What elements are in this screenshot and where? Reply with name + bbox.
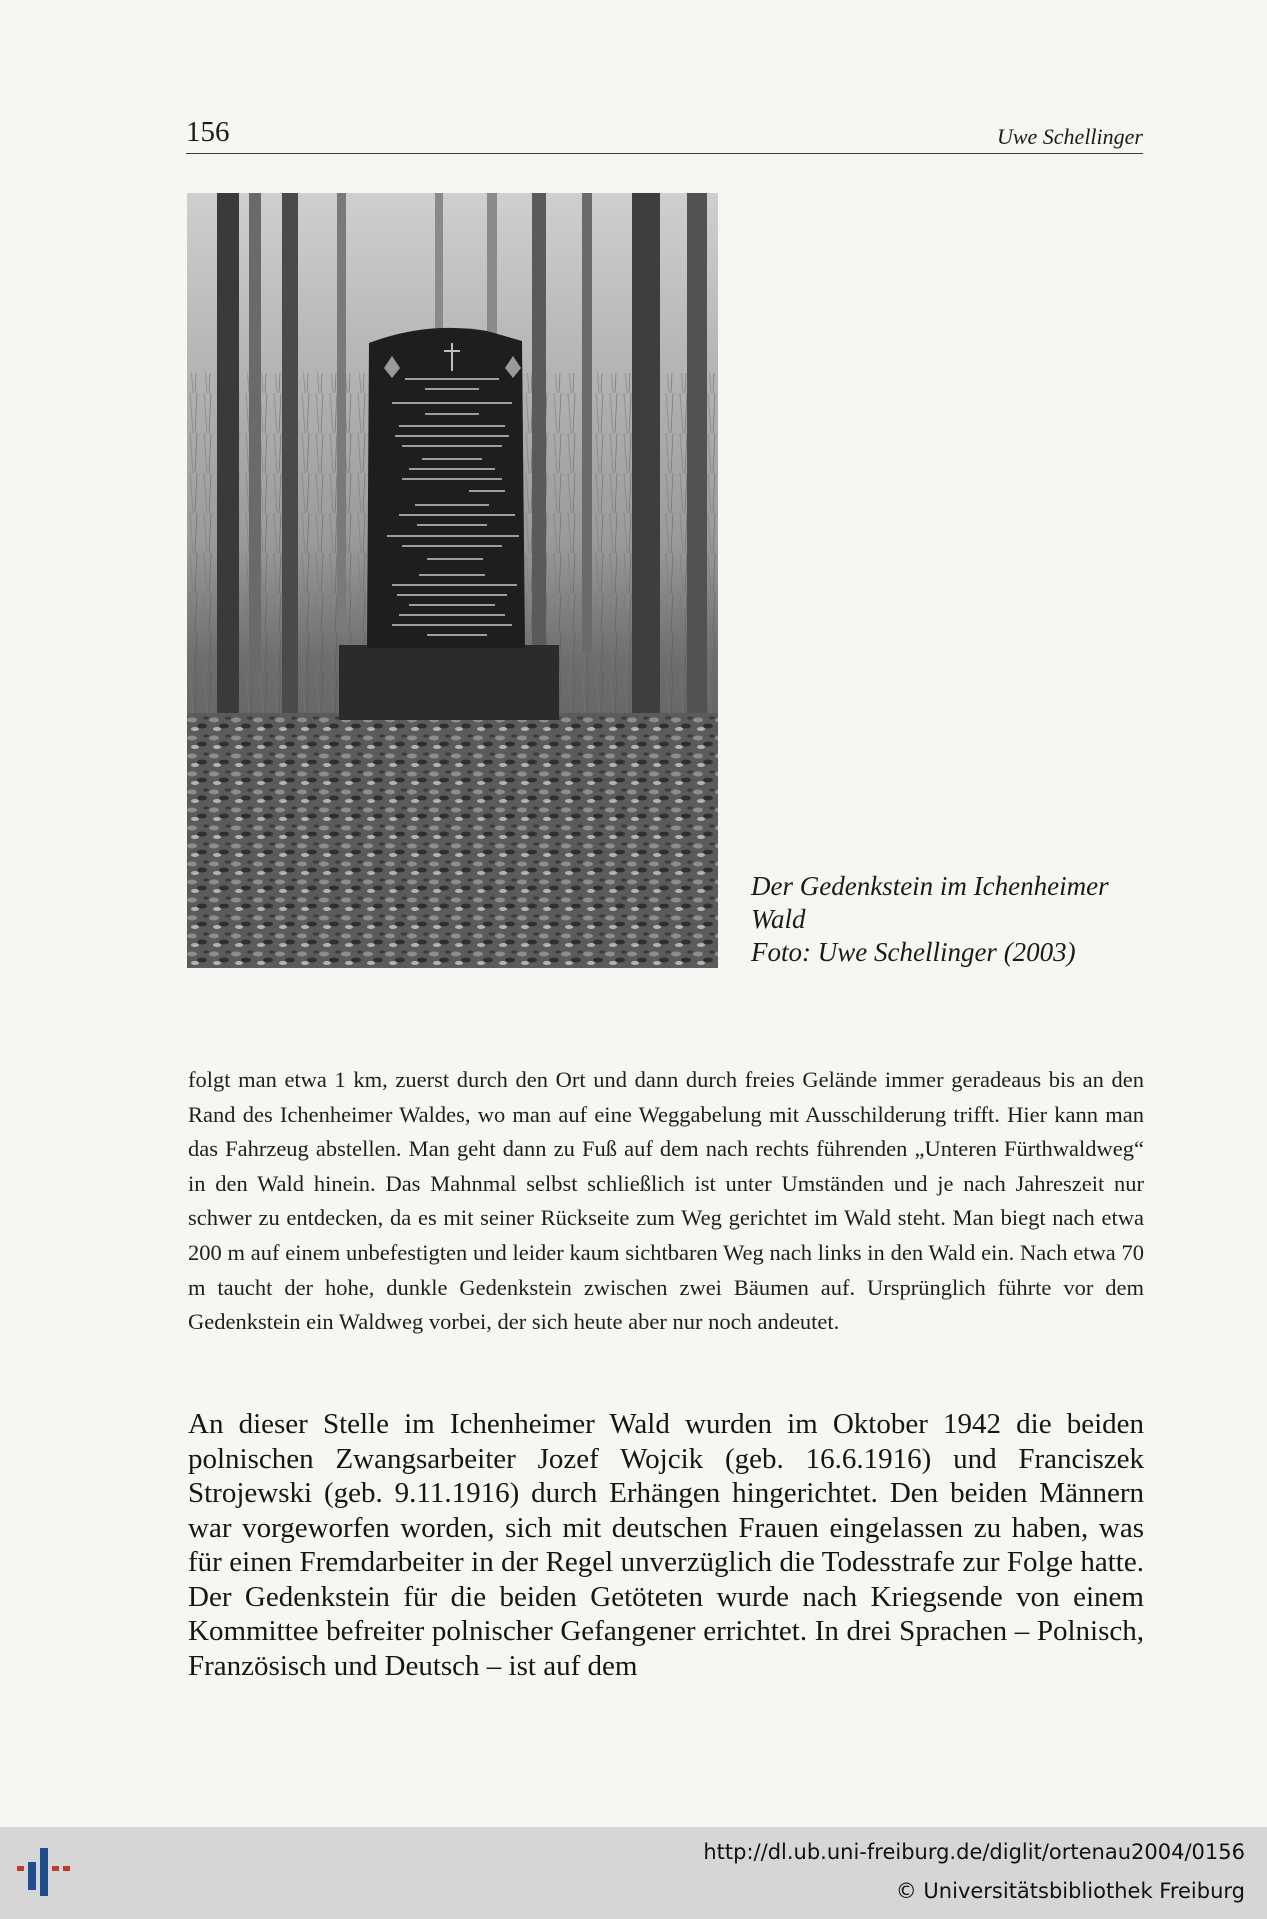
caption-line: Der Gedenkstein im Ichenheimer bbox=[751, 871, 1109, 901]
directions-paragraph: folgt man etwa 1 km, zuerst durch den Ort und dann durch freies Gelände immer geradeaus bis an den Rand des Ichenheimer Waldes, wo man auf eine Weggabelung mit Ausschilderung trifft. Hier kann man das Fahrzeug abstellen. Man geht dann zu Fuß auf dem nach rechts führenden „Unteren Fürthwaldweg“ in den Wald hinein. Das Mahnmal selbst schließlich ist unter Umständen und je nach Jahreszeit nur schwer zu entdecken, da es mit seiner Rückseite zum Weg gerichtet im Wald steht. Man biegt nach etwa 200 m auf einem unbefestigten und leider kaum sichtbaren Weg nach links in den Wald ein. Nach etwa 70 m taucht der hohe, dunkle Gedenkstein zwischen zwei Bäumen auf. Ursprünglich führte vor dem Gedenkstein ein Waldweg vorbei, der sich heute aber nur noch andeutet. bbox=[188, 1067, 1144, 1335]
footer-url-link[interactable]: http://dl.ub.uni-freiburg.de/diglit/ortenau2004/0156 bbox=[703, 1840, 1245, 1864]
caption-line: Foto: Uwe Schellinger (2003) bbox=[751, 937, 1076, 967]
main-paragraph: An dieser Stelle im Ichenheimer Wald wurden im Oktober 1942 die beiden polnischen Zwangsarbeiter Jozef Wojcik (geb. 16.6.1916) und Franciszek Strojewski (geb. 9.11.1916) durch Erhängen hingerichtet. Den beiden Männern war vorgeworfen worden, sich mit deutschen Frauen eingelassen zu haben, was für einen Fremdarbeiter in der Regel unverzüglich die Todesstrafe zur Folge hatte. Der Gedenkstein für die beiden Getöteten wurde nach Kriegsende von einem Kommittee befreiter polnischer Gefangener errichtet. In drei Sprachen – Polnisch, Französisch und Deutsch – ist auf dem bbox=[188, 1408, 1144, 1682]
header-rule bbox=[186, 153, 1143, 154]
caption-line: Wald bbox=[751, 904, 806, 934]
ub-freiburg-logo-icon bbox=[14, 1840, 80, 1906]
page-number: 156 bbox=[186, 116, 230, 148]
figure-caption bbox=[751, 870, 1151, 969]
footer-copyright: © Universitätsbibliothek Freiburg bbox=[895, 1879, 1245, 1903]
running-head-author: Uwe Schellinger bbox=[996, 124, 1143, 149]
memorial-stone-photo bbox=[187, 193, 718, 968]
